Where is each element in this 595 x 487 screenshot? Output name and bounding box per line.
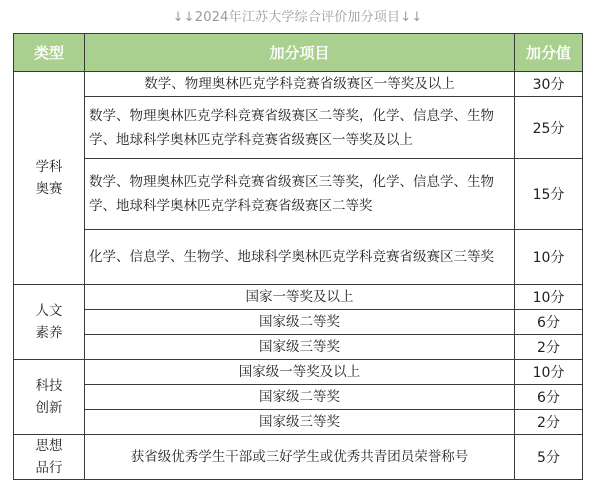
table-row: [14, 285, 583, 310]
item-cell: 国家级一等奖及以上: [85, 360, 515, 385]
value-cell: 10分: [515, 360, 583, 385]
item-cell: 国家一等奖及以上: [85, 285, 515, 310]
value-cell: 10分: [515, 285, 583, 310]
category-cell: [14, 72, 85, 285]
value-cell: 30分: [515, 72, 583, 97]
item-cell: 数学、物理奥林匹克学科竞赛省级赛区三等奖，化学、信息学、生物学、地球科学奥林匹克学科竞赛省级赛区二等奖: [85, 159, 515, 230]
value-cell: 2分: [515, 335, 583, 360]
category-label: 学科奥赛: [35, 159, 63, 197]
category-cell: [14, 360, 85, 435]
item-cell: 化学、信息学、生物学、地球科学奥林匹克学科竞赛省级赛区三等奖: [85, 230, 515, 285]
page-caption: ↓↓2024年江苏大学综合评价加分项目↓↓: [172, 10, 423, 25]
table-row: [14, 435, 583, 480]
item-cell: 获省级优秀学生干部或三好学生或优秀共青团员荣誉称号: [85, 435, 515, 480]
value-cell: 6分: [515, 385, 583, 410]
value-cell: 6分: [515, 310, 583, 335]
table-row: [14, 310, 583, 335]
category-label: 人文素养: [35, 303, 63, 341]
item-cell: 国家级二等奖: [85, 385, 515, 410]
category-label: 科技创新: [35, 378, 63, 416]
table-row: [14, 360, 583, 385]
column-header-item: 加分项目: [85, 34, 515, 72]
item-cell: 数学、物理奥林匹克学科竞赛省级赛区二等奖，化学、信息学、生物学、地球科学奥林匹克学科竞赛省级赛区一等奖及以上: [85, 97, 515, 159]
value-cell: 25分: [515, 97, 583, 159]
table-row: [14, 335, 583, 360]
category-cell: [14, 285, 85, 360]
item-cell: 国家级二等奖: [85, 310, 515, 335]
bonus-points-table: [13, 33, 583, 480]
category-label: 思想品行: [35, 438, 63, 476]
value-cell: 10分: [515, 230, 583, 285]
table-row: [14, 410, 583, 435]
item-cell: 国家级三等奖: [85, 335, 515, 360]
column-header-type: 类型: [14, 34, 85, 72]
table-row: [14, 385, 583, 410]
table-header-row: [14, 34, 583, 72]
item-cell: 数学、物理奥林匹克学科竞赛省级赛区一等奖及以上: [85, 72, 515, 97]
value-cell: 2分: [515, 410, 583, 435]
column-header-value: 加分值: [515, 34, 583, 72]
category-cell: [14, 435, 85, 480]
table-row: [14, 97, 583, 159]
value-cell: 15分: [515, 159, 583, 230]
table-row: [14, 159, 583, 230]
table-row: [14, 230, 583, 285]
table-row: [14, 72, 583, 97]
value-cell: 5分: [515, 435, 583, 480]
item-cell: 国家级三等奖: [85, 410, 515, 435]
